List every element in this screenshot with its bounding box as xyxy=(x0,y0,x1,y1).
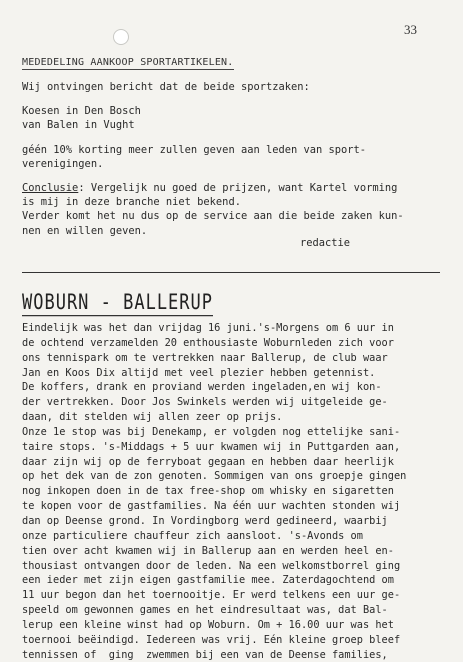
article-title: WOBURN - BALLERUP xyxy=(22,290,213,315)
discount-line-1: géén 10% korting meer zullen geven aan leden van sport- xyxy=(22,143,367,156)
notice-section xyxy=(22,50,442,238)
punch-hole xyxy=(113,29,129,45)
article-line: de ochtend verzamelden 20 enthousiaste Woburnleden zich voor xyxy=(22,336,394,349)
conclusion-line-1 xyxy=(22,181,442,195)
section-divider xyxy=(22,272,440,273)
article-line: tennissen of ging zwemmen bij een van de Deense families, xyxy=(22,648,388,661)
discount-line-2: verenigingen. xyxy=(22,157,104,170)
conclusion-text-1: : Vergelijk nu goed de prijzen, want Kartel vorming xyxy=(78,182,398,195)
article-line: speeld om gewonnen games en het eindresultaat was, dat Bal- xyxy=(22,604,388,617)
article-line: 11 uur begon dan het toernooitje. Er werd telkens een uur ge- xyxy=(22,589,401,602)
page-number: 33 xyxy=(404,22,417,37)
article-line: tien over acht kwamen wij in Ballerup aan en werden heel en- xyxy=(22,544,394,557)
article-line: daar zijn wij op de ferryboat gegaan en hebben daar heerlijk xyxy=(22,455,394,468)
article-line: te kopen voor de gastfamilies. Na één uur wachten stonden wij xyxy=(22,500,401,513)
article-line: onze particuliere chauffeur zich aansloot. 's-Avonds om xyxy=(22,529,363,542)
article-line: toernooi beëindigd. Iedereen was vrij. Eén kleine groep bleef xyxy=(22,633,401,646)
notice-intro: Wij ontvingen bericht dat de beide sportzaken: xyxy=(22,81,310,93)
conclusion-line-3: Verder komt het nu dus op de service aan die beide zaken kun- xyxy=(22,210,404,223)
article-line: De koffers, drank en proviand werden ingeladen,en wij kon- xyxy=(22,381,382,394)
article-line: nog inkopen doen in de tax free-shop om whisky en sigaretten xyxy=(22,485,394,498)
article-line: taire stops. 's-Middags + 5 uur kwamen wij in Puttgarden aan, xyxy=(22,440,401,453)
article-line: thousiast ontvangen door de leden. Na een welkomstborrel ging xyxy=(22,559,401,572)
article-line: Jan en Koos Dix altijd met veel plezier hebben getennist. xyxy=(22,366,376,379)
article-line: daan, dit stelden wij allen zeer op prijs. xyxy=(22,411,283,424)
article-line: der vertrekken. Door Jos Swinkels werden wij uitgeleide ge- xyxy=(22,396,388,409)
article-line: een ieder met zijn eigen gastfamilie mee. Zaterdagochtend om xyxy=(22,574,394,587)
conclusion-line-4: nen en willen geven. xyxy=(22,224,148,237)
signature: redactie xyxy=(300,237,351,249)
conclusion-line-2: is mij in deze branche niet bekend. xyxy=(22,196,241,209)
notice-heading: MEDEDELING AANKOOP SPORTARTIKELEN. xyxy=(22,57,234,68)
article-line: Onze 1e stop was bij Denekamp, er volgden nog ettelijke sani- xyxy=(22,425,401,438)
conclusion-label: Conclusie xyxy=(22,182,79,195)
article-line: op het dek van de zon genoten. Sommigen van ons groepje gingen xyxy=(22,470,407,483)
article-line: lerup een kleine winst had op Woburn. Om + 16.00 uur was het xyxy=(22,618,394,631)
article-line: ons tennispark om te vertrekken naar Ballerup, de club waar xyxy=(22,351,388,364)
article-line: dan op Deense grond. In Vordingborg werd gedineerd, waarbij xyxy=(22,514,388,527)
shop-2: van Balen in Vught xyxy=(22,119,135,132)
article-body xyxy=(22,321,442,662)
article-line: Eindelijk was het dan vrijdag 16 juni.'s-Morgens om 6 uur in xyxy=(22,322,394,334)
shop-1: Koesen in Den Bosch xyxy=(22,105,141,118)
